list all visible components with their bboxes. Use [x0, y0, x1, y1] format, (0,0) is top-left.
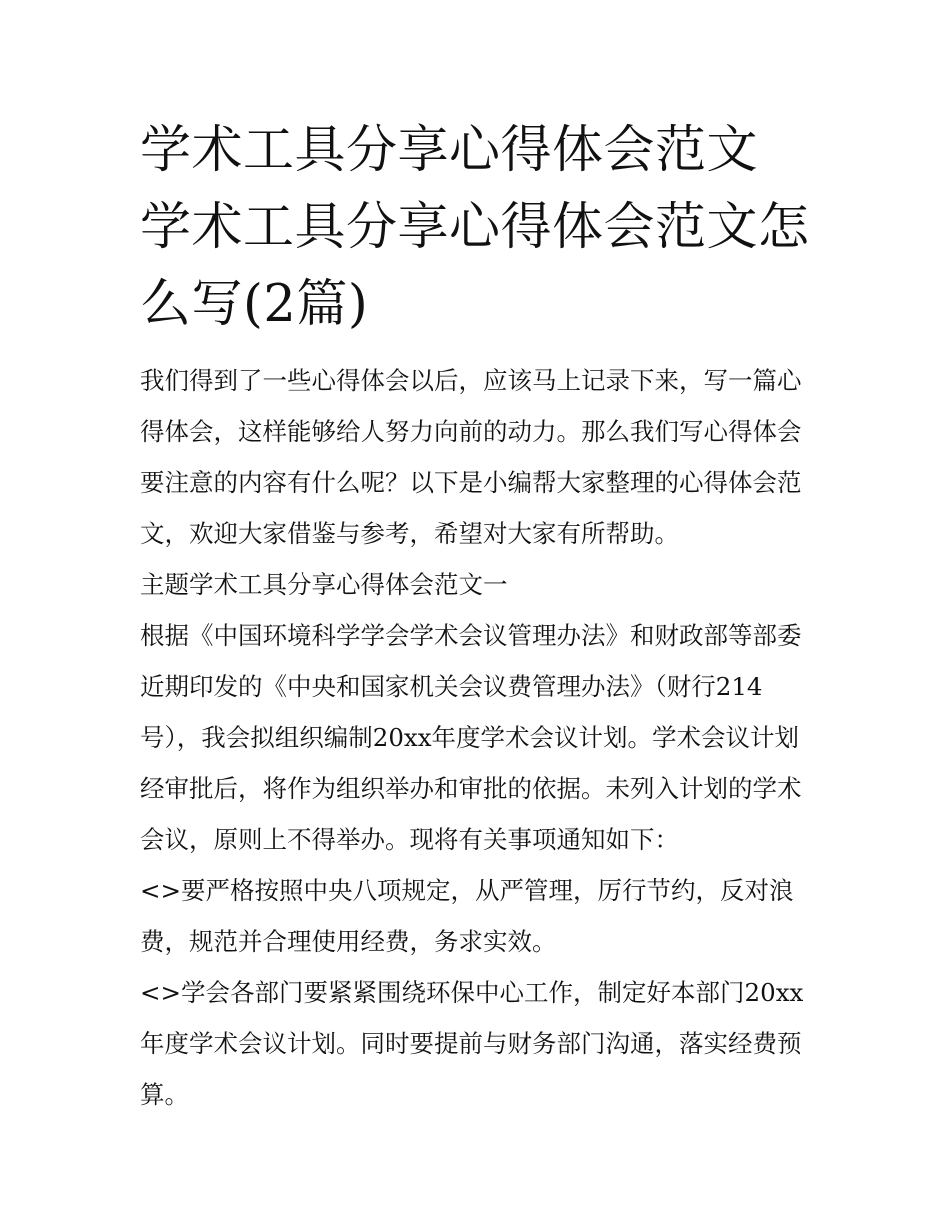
intro-paragraph: 我们得到了一些心得体会以后，应该马上记录下来，写一篇心得体会，这样能够给人努力向前的动力。那么我们写心得体会要注意的内容有什么呢？以下是小编帮大家整理的心得体会范文，欢迎大家借鉴与参考，希望对大家有所帮助。 — [140, 366, 802, 548]
section-heading: 主题学术工具分享心得体会范文一 — [140, 570, 508, 599]
document-title: 学术工具分享心得体会范文 学术工具分享心得体会范文怎么写(2篇) — [140, 121, 810, 334]
document-content — [140, 112, 814, 1120]
list-item-paragraph: <>要严格按照中央八项规定，从严管理，厉行节约，反对浪费，规范并合理使用经费，务求实效。 — [140, 876, 794, 956]
body-paragraph: 根据《中国环境科学学会学术会议管理办法》和财政部等部委近期印发的《中央和国家机关会议费管理办法》（财行214号），我会拟组织编制20xx年度学术会议计划。学术会议计划经审批后，将作为组织举办和审批的依据。未列入计划的学术会议，原则上不得举办。现将有关事项通知如下： — [140, 621, 802, 854]
list-item-paragraph: <>学会各部门要紧紧围绕环保中心工作，制定好本部门20xx年度学术会议计划。同时要提前与财务部门沟通，落实经费预算。 — [140, 978, 804, 1109]
